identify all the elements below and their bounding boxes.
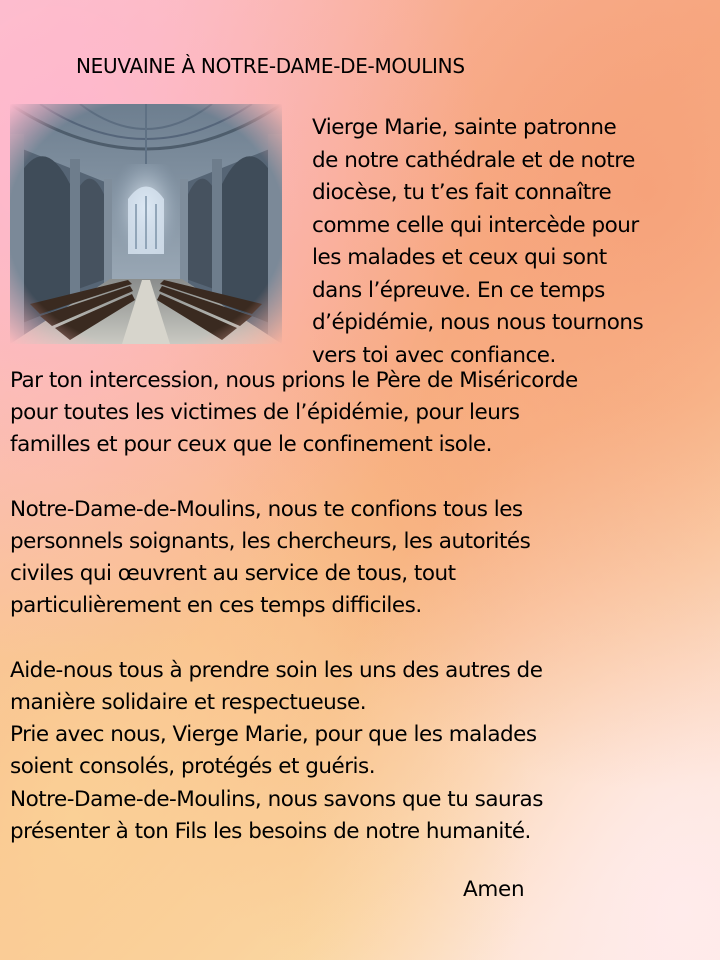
paragraph-gap: [10, 623, 715, 655]
cathedral-nave-photo: [10, 104, 282, 344]
page-title: NEUVAINE À NOTRE-DAME-DE-MOULINS: [76, 54, 465, 78]
intro-line: comme celle qui intercède pour: [312, 212, 639, 238]
closing-amen: Amen: [463, 877, 525, 902]
paragraph3-line: présenter à ton Fils les besoins de notre humanité.: [10, 818, 531, 844]
intro-line: diocèse, tu t’es fait connaître: [312, 180, 612, 205]
paragraph3-line: manière solidaire et respectueuse.: [10, 690, 367, 715]
paragraph2-line: particulièrement en ces temps difficiles.: [10, 593, 422, 619]
paragraph2-line: civiles qui œuvrent au service de tous, tout: [10, 561, 456, 587]
paragraph1-line: Par ton intercession, nous prions le Père de Miséricorde: [10, 368, 578, 393]
paragraph2-line: personnels soignants, les chercheurs, les autorités: [10, 529, 531, 554]
paragraph1-line: pour toutes les victimes de l’épidémie, pour leurs: [10, 400, 520, 426]
paragraph3-line: Prie avec nous, Vierge Marie, pour que les malades: [10, 722, 537, 748]
intro-line: Vierge Marie, sainte patronne: [312, 115, 617, 140]
paragraph3-line: soient consolés, protégés et guéris.: [10, 754, 376, 780]
cathedral-illustration: [10, 104, 282, 344]
intro-line: vers toi avec confiance.: [312, 342, 556, 368]
paragraph1-line: familles et pour ceux que le confinement isole.: [10, 432, 492, 458]
intro-line: de notre cathédrale et de notre: [312, 147, 635, 173]
paragraph3-line: Aide-nous tous à prendre soin les uns des autres de: [10, 657, 543, 683]
paragraph3-line: Notre-Dame-de-Moulins, nous savons que tu sauras: [10, 786, 543, 812]
paragraph2-line: Notre-Dame-de-Moulins, nous te confions tous les: [10, 496, 523, 522]
intro-line: les malades et ceux qui sont: [312, 245, 607, 270]
paragraph-gap: [10, 462, 715, 494]
intro-text: [312, 112, 717, 372]
prayer-body: [10, 365, 715, 848]
intro-line: d’épidémie, nous nous tournons: [312, 310, 644, 335]
intro-line: dans l’épreuve. En ce temps: [312, 277, 605, 303]
